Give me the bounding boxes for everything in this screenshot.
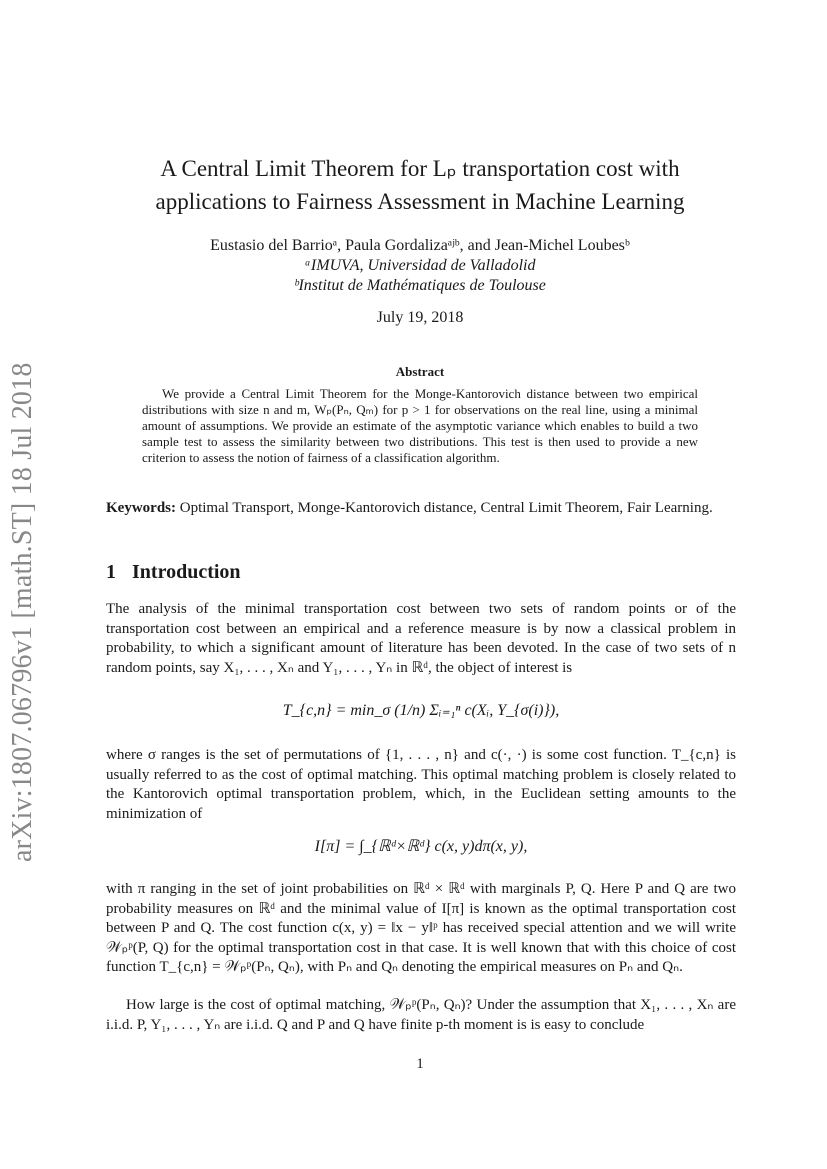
keywords-label: Keywords: [106,500,176,516]
publication-date: July 19, 2018 [376,309,464,326]
section-title: Introduction [132,561,241,583]
affiliation-b: ᵇInstitut de Mathématiques de Toulouse [294,277,546,294]
author-list: Eustasio del Barrioᵃ, Paula Gordalizaᵃʲᵇ, and Jean-Michel Loubesᵇ [210,237,630,254]
title-line-2: applications to Fairness Assessment in Machine Learning [155,189,685,214]
abstract-text: We provide a Central Limit Theorem for the Monge-Kantorovich distance between two empirical distributions with size n and m, Wₚ(Pₙ, Qₘ) for p > 1 for observations on the real line, using a minimal amount of assumptions. We provide an estimate of the asymptotic variance which enables to build a two sample test to assess the similarity between two distributions. This test is then used to provide a new criterion to assess the notion of fairness of a classification algorithm. [142,386,698,465]
paragraph-2: where σ ranges is the set of permutations of {1, . . . , n} and c(·, ·) is some cost function. T_{c,n} is usually referred to as the cost of optimal matching. This optimal matching problem is closely related to the Kantorovich optimal transportation problem, which, in the Euclidean setting amounts to the minimization of [106,747,736,822]
section-heading [106,561,241,584]
paragraph-4: How large is the cost of optimal matching, 𝒲ₚᵖ(Pₙ, Qₙ)? Under the assumption that X₁, . . . , Xₙ are i.i.d. P, Y₁, . . . , Yₙ are i.i.d. Q and P and Q have finite p-th moment is is easy to conclude [106,997,736,1033]
page-number: 1 [416,1056,424,1072]
affiliation-a: ᵃIMUVA, Universidad de Valladolid [304,257,536,274]
author-block [100,236,740,296]
paper-title [100,152,740,218]
equation-matching-cost: T_{c,n} = min_σ (1/n) Σᵢ₌₁ⁿ c(Xᵢ, Y_{σ(i)}), [282,702,560,719]
keywords [106,499,736,518]
keywords-text: Optimal Transport, Monge-Kantorovich distance, Central Limit Theorem, Fair Learning. [179,500,713,516]
arxiv-identifier-text: arXiv:1807.06796v1 [math.ST] 18 Jul 2018 [7,362,38,862]
title-line-1: A Central Limit Theorem for Lₚ transportation cost with [160,156,680,181]
equation-kantorovich: I[π] = ∫_{ℝᵈ×ℝᵈ} c(x, y)dπ(x, y), [314,838,528,855]
abstract-heading: Abstract [395,364,445,379]
paragraph-3: with π ranging in the set of joint probabilities on ℝᵈ × ℝᵈ with marginals P, Q. Here P and Q are two probability measures on ℝᵈ and the minimal value of I[π] is known as the optimal transportation cost between P and Q. The cost function c(x, y) = ‖x − y‖ᵖ has received special attention and we will write 𝒲ₚᵖ(P, Q) for the optimal transportation cost in that case. It is well known that with this choice of cost function T_{c,n} = 𝒲ₚᵖ(Pₙ, Qₙ), with Pₙ and Qₙ denoting the empirical measures on Pₙ and Qₙ. [106,881,736,975]
section-number: 1 [106,561,116,583]
paragraph-1: The analysis of the minimal transportation cost between two sets of random points or of the transportation cost between an empirical and a reference measure is by now a classical problem in probability, to which a significant amount of literature has been devoted. In the case of two sets of n random points, say X₁, . . . , Xₙ and Y₁, . . . , Yₙ in ℝᵈ, the object of interest is [106,601,736,676]
